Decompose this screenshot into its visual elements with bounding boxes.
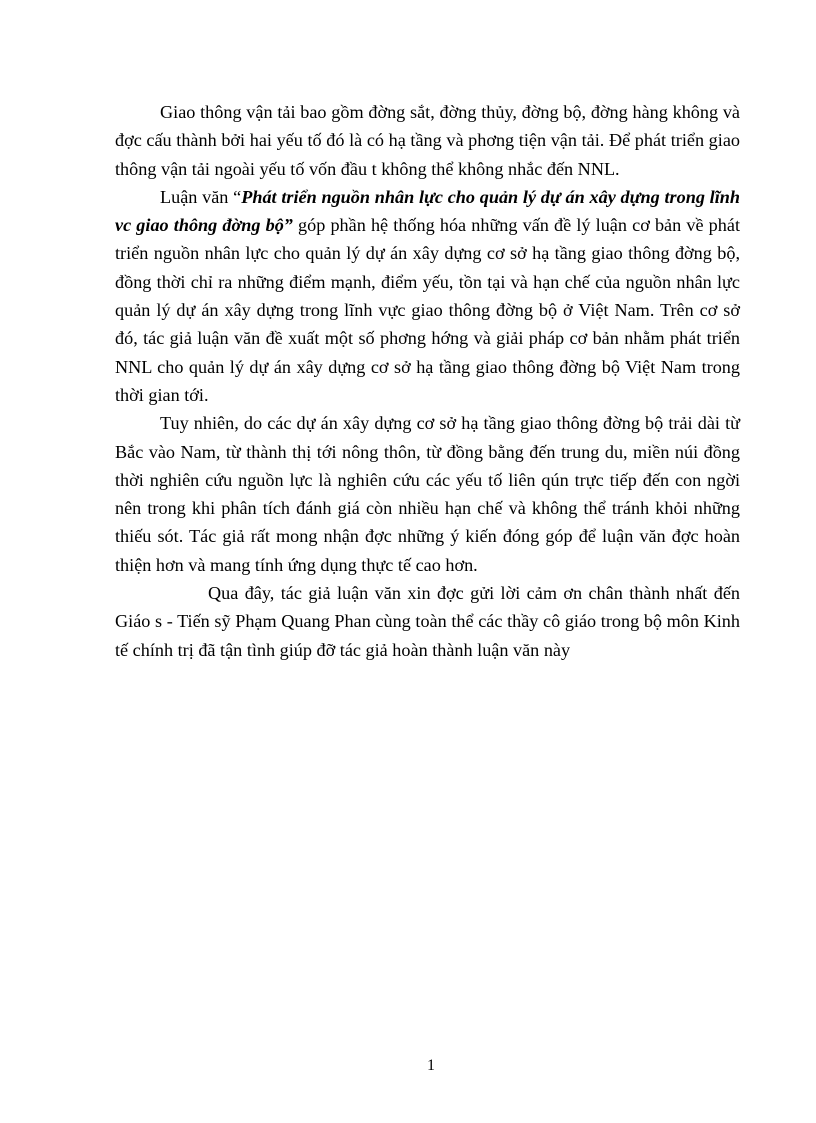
paragraph-thesis-summary (115, 183, 740, 409)
page-number: 1 (427, 1057, 435, 1074)
paragraph-limitations: Tuy nhiên, do các dự án xây dựng cơ sở hạ tầng giao thông đờng bộ trải dài từ Bắc vào Nam, từ thành thị tới nông thôn, từ đồng bằng đến trung du, miền núi đồng thời nghiên cứu nguồn lực là nghiên cứu các yếu tố liên qún trực tiếp đến con ngời nên trong khi phân tích đánh giá còn nhiều hạn chế và không thể tránh khỏi những thiếu sót. Tác giả rất mong nhận đợc những ý kiến đóng góp để luận văn đợc hoàn thiện hơn và mang tính ứng dụng thực tế cao hơn. (115, 413, 740, 575)
thesis-lead-in: Luận văn “ (160, 186, 242, 207)
thesis-title: Phát triển nguồn nhân lực cho quản lý dự án xây dựng trong lĩnh vc giao thông đờng bộ” (115, 186, 740, 236)
paragraph-acknowledgement: Qua đây, tác giả luận văn xin đợc gửi lời cảm ơn chân thành nhất đến Giáo s - Tiến sỹ Phạm Quang Phan cùng toàn thể các thầy cô giáo trong bộ môn Kinh tế chính trị đã tận tình giúp đỡ tác giả hoàn thành luận văn này (115, 583, 740, 660)
body-text (115, 98, 740, 664)
thesis-summary-text: góp phần hệ thống hóa những vấn đề lý luận cơ bản về phát triển nguồn nhân lực cho quản lý dự án xây dựng cơ sở hạ tầng giao thông đờng bộ, đồng thời chỉ ra những điểm mạnh, điểm yếu, tồn tại và hạn chế của nguồn nhân lực quản lý dự án xây dựng trong lĩnh vực giao thông đờng bộ ở Việt Nam. Trên cơ sở đó, tác giả luận văn đề xuất một số phơng hớng và giải pháp cơ bản nhằm phát triển NNL cho quản lý dự án xây dựng cơ sở hạ tầng giao thông đờng bộ Việt Nam trong thời gian tới. (115, 215, 740, 405)
paragraph-intro: Giao thông vận tải bao gồm đờng sắt, đờng thủy, đờng bộ, đờng hàng không và đợc cấu thành bởi hai yếu tố đó là có hạ tầng và phơng tiện vận tải. Để phát triển giao thông vận tải ngoài yếu tố vốn đầu t không thể không nhắc đến NNL. (115, 102, 740, 179)
